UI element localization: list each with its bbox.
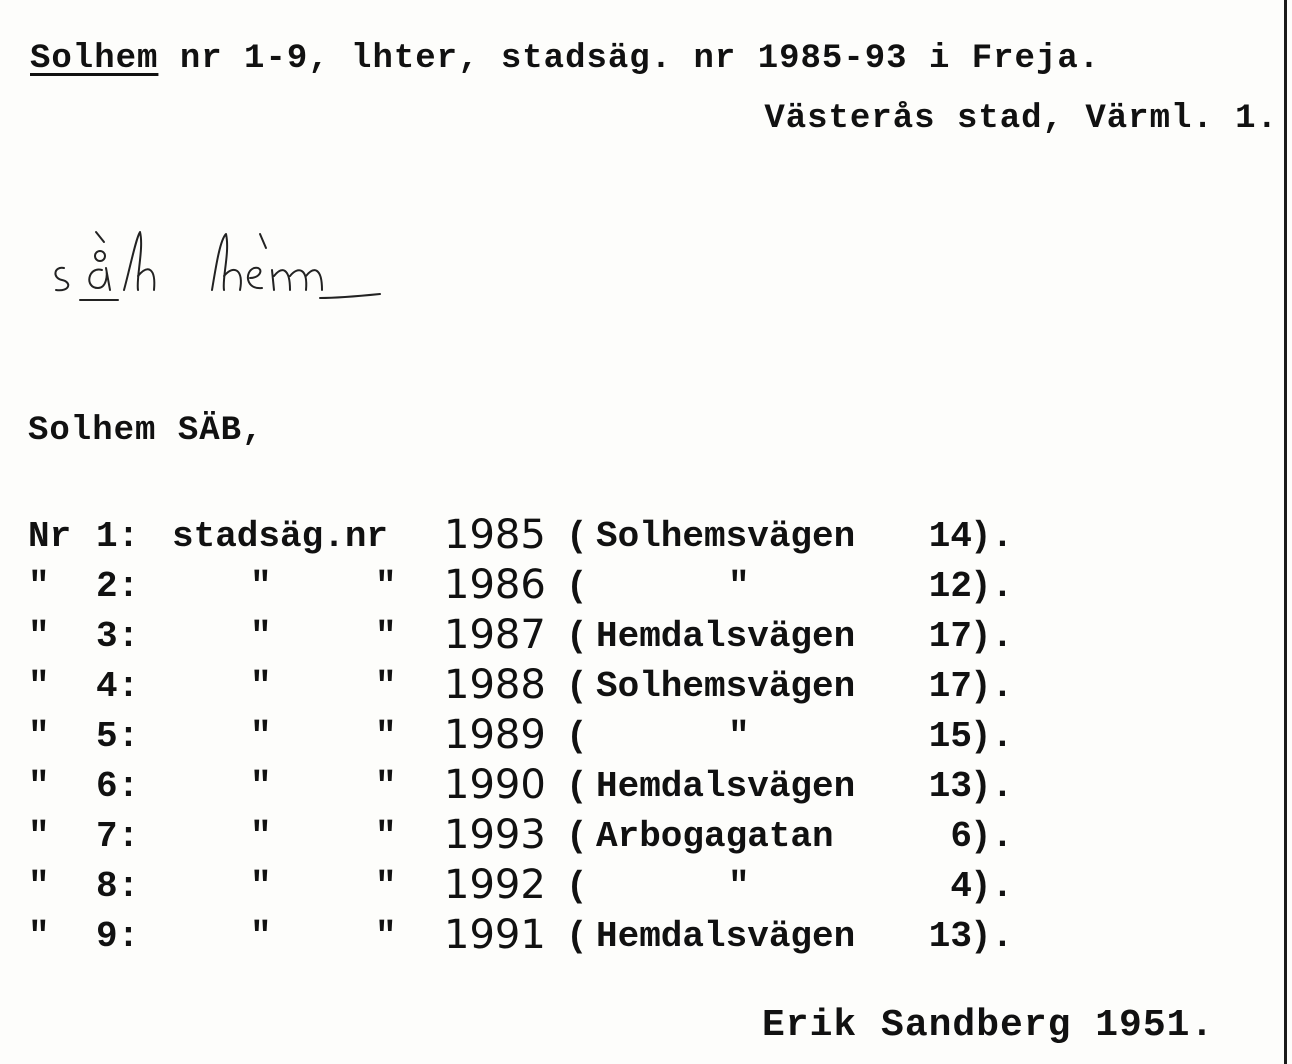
row-ditto-mark: " <box>375 616 397 657</box>
row-ditto-mark: " <box>375 816 397 857</box>
row-close-paren: ). <box>970 866 1014 907</box>
row-nr: " <box>28 766 50 807</box>
row-street: Solhemsvägen <box>596 666 856 707</box>
row-year: 1986 <box>444 562 546 608</box>
row-close-paren: ). <box>970 766 1014 807</box>
row-ditto-mark: " <box>375 716 397 757</box>
row-street: Hemdalsvägen <box>596 916 856 957</box>
card-edge <box>1284 0 1287 1064</box>
row-number: 7: <box>96 816 140 857</box>
row-number: 3: <box>96 616 140 657</box>
row-open-paren: ( <box>566 816 588 857</box>
company-line: Solhem SÄB, <box>28 412 264 450</box>
row-ditto-mark: " <box>250 916 272 957</box>
row-house-number: 14 <box>928 516 972 557</box>
row-year: 1993 <box>444 812 546 858</box>
row-year: 1989 <box>444 712 546 758</box>
row-ditto-mark: " <box>728 866 750 907</box>
row-open-paren: ( <box>566 866 588 907</box>
row-ditto-mark: " <box>375 866 397 907</box>
row-house-number: 13 <box>928 916 972 957</box>
row-open-paren: ( <box>566 916 588 957</box>
header-line-2: Västerås stad, Värml. 1. <box>764 100 1278 138</box>
row-ditto-mark: " <box>250 766 272 807</box>
row-ditto-mark: " <box>250 566 272 607</box>
row-street: Hemdalsvägen <box>596 766 856 807</box>
row-close-paren: ). <box>970 916 1014 957</box>
handwritten-note <box>40 218 400 308</box>
row-nr: Nr <box>28 516 72 557</box>
row-number: 2: <box>96 566 140 607</box>
row-ditto-mark: " <box>250 616 272 657</box>
row-nr: " <box>28 816 50 857</box>
handwritten-signature-image <box>40 218 400 308</box>
row-street: Hemdalsvägen <box>596 616 856 657</box>
row-close-paren: ). <box>970 666 1014 707</box>
row-house-number: 12 <box>928 566 972 607</box>
row-year: 1985 <box>444 512 546 558</box>
row-nr: " <box>28 866 50 907</box>
header-line-1 <box>30 40 1100 78</box>
row-ditto-mark: " <box>250 716 272 757</box>
row-ditto-mark: " <box>250 816 272 857</box>
row-year: 1990 <box>444 762 546 808</box>
row-open-paren: ( <box>566 566 588 607</box>
row-year: 1987 <box>444 612 546 658</box>
row-house-number: 4 <box>950 866 972 907</box>
row-nr: " <box>28 716 50 757</box>
row-ditto-mark: " <box>728 566 750 607</box>
row-number: 1: <box>96 516 140 557</box>
row-nr: " <box>28 616 50 657</box>
row-open-paren: ( <box>566 766 588 807</box>
row-year: 1992 <box>444 862 546 908</box>
row-close-paren: ). <box>970 616 1014 657</box>
page-title: Solhem <box>30 40 159 78</box>
row-label: stadsäg.nr <box>172 516 389 557</box>
row-nr: " <box>28 566 50 607</box>
row-number: 9: <box>96 916 140 957</box>
row-open-paren: ( <box>566 616 588 657</box>
row-ditto-mark: " <box>250 866 272 907</box>
row-year: 1988 <box>444 662 546 708</box>
row-number: 6: <box>96 766 140 807</box>
row-house-number: 17 <box>928 666 972 707</box>
row-close-paren: ). <box>970 716 1014 757</box>
row-ditto-mark: " <box>375 916 397 957</box>
row-open-paren: ( <box>566 516 588 557</box>
row-nr: " <box>28 666 50 707</box>
row-open-paren: ( <box>566 666 588 707</box>
row-street: Solhemsvägen <box>596 516 856 557</box>
row-ditto-mark: " <box>728 716 750 757</box>
row-house-number: 15 <box>928 716 972 757</box>
row-ditto-mark: " <box>375 666 397 707</box>
row-close-paren: ). <box>970 566 1014 607</box>
row-street: Arbogagatan <box>596 816 834 857</box>
row-house-number: 13 <box>928 766 972 807</box>
row-house-number: 17 <box>928 616 972 657</box>
row-close-paren: ). <box>970 516 1014 557</box>
row-ditto-mark: " <box>375 566 397 607</box>
row-year: 1991 <box>444 912 546 958</box>
row-ditto-mark: " <box>375 766 397 807</box>
row-nr: " <box>28 916 50 957</box>
row-number: 8: <box>96 866 140 907</box>
row-house-number: 6 <box>950 816 972 857</box>
row-close-paren: ). <box>970 816 1014 857</box>
row-number: 4: <box>96 666 140 707</box>
header-details: nr 1-9, lhter, stadsäg. nr 1985-93 i Freja. <box>158 40 1101 78</box>
row-ditto-mark: " <box>250 666 272 707</box>
row-open-paren: ( <box>566 716 588 757</box>
signature: Erik Sandberg 1951. <box>762 1004 1215 1047</box>
row-number: 5: <box>96 716 140 757</box>
